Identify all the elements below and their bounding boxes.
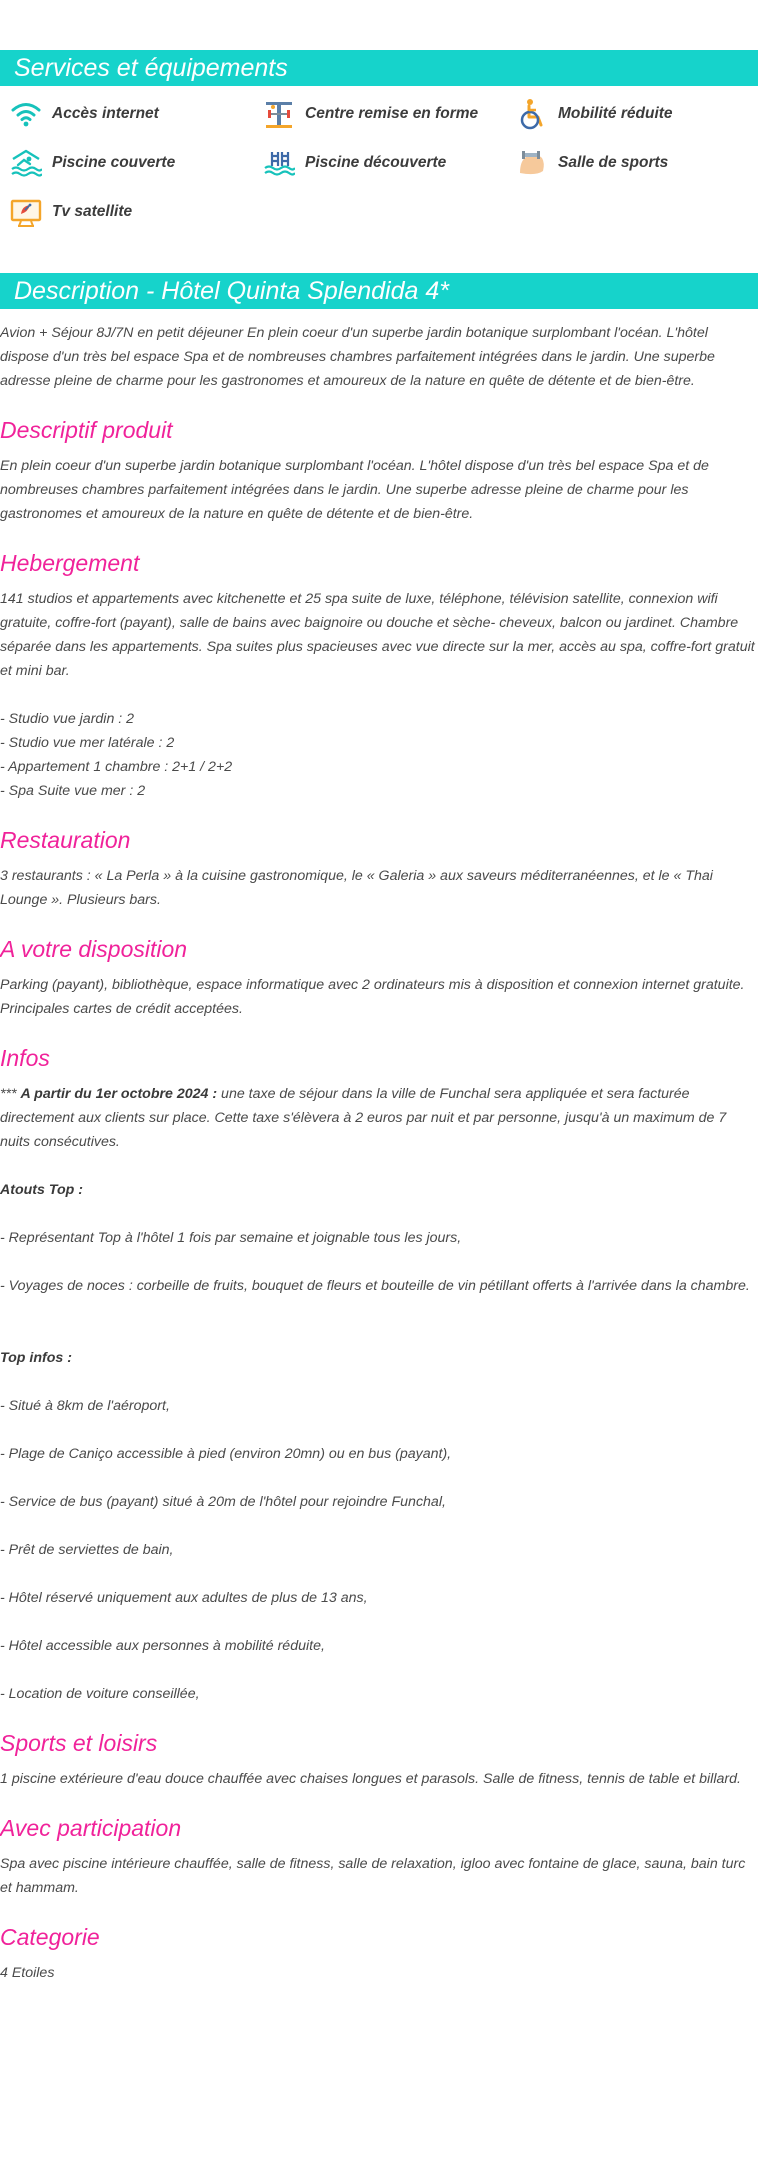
section-title: Hebergement	[0, 550, 140, 576]
tax-notice: *** A partir du 1er octobre 2024 : une taxe de séjour dans la ville de Funchal sera appliquée et sera facturée directement aux clients sur place. Cette taxe s'élèvera à 2 euros par nuit et par personne, jusqu'à un maximum de 7 nuits consécutives.	[0, 1086, 727, 1150]
list-item: - Prêt de serviettes de bain,	[0, 1542, 174, 1558]
services-header: Services et équipements	[0, 50, 758, 86]
section-text: 4 Etoiles	[0, 1965, 55, 1981]
wifi-icon	[10, 98, 42, 130]
service-item: Accès internet	[10, 96, 263, 131]
gym-icon	[516, 147, 548, 179]
section-title: A votre disposition	[0, 936, 188, 962]
section-text: Parking (payant), bibliothèque, espace informatique avec 2 ordinateurs mis à disposition et connexion internet gratuite. Principales cartes de crédit acceptées.	[0, 977, 745, 1017]
sports-section	[0, 1730, 758, 1791]
description-intro: Avion + Séjour 8J/7N en petit déjeuner En plein coeur d'un superbe jardin botanique surplombant l'océan. L'hôtel dispose d'un très bel espace Spa et de nombreuses chambres parfaitement intégrées dans le jardin. Une superbe adresse pleine de charme pour les gastronomes et amoureux de la nature en quête de détente et de bien-être.	[0, 325, 715, 389]
list-item: - Spa Suite vue mer : 2	[0, 783, 146, 799]
section-text: 141 studios et appartements avec kitchenette et 25 spa suite de luxe, téléphone, télévision satellite, connexion wifi gratuite, coffre-fort (payant), salle de bains avec baignoire ou douche et sèche- cheveux, balcon ou jardinet. Chambre séparée dans les appartements. Spa suites plus spacieuses avec vue directe sur la mer, accès au spa, coffre-fort gratuit et mini bar.	[0, 591, 755, 679]
list-item: - Studio vue jardin : 2	[0, 711, 135, 727]
list-item: - Hôtel accessible aux personnes à mobilité réduite,	[0, 1638, 325, 1654]
list-item: - Location de voiture conseillée,	[0, 1686, 200, 1702]
hebergement-section	[0, 550, 758, 803]
restauration-section	[0, 827, 758, 912]
service-item: Centre remise en forme	[263, 96, 516, 131]
section-title: Infos	[0, 1045, 50, 1071]
services-grid	[0, 86, 758, 229]
list-item: - Voyages de noces : corbeille de fruits, bouquet de fleurs et bouteille de vin pétillant offerts à l'arrivée dans la chambre.	[0, 1278, 750, 1294]
participation-section	[0, 1815, 758, 1900]
service-item: Piscine couverte	[10, 145, 263, 180]
section-title: Descriptif produit	[0, 417, 173, 443]
fitness-center-icon	[263, 98, 295, 130]
section-text: Spa avec piscine intérieure chauffée, salle de fitness, salle de relaxation, igloo avec fontaine de glace, sauna, bain turc et hammam.	[0, 1856, 746, 1896]
list-item: - Représentant Top à l'hôtel 1 fois par semaine et joignable tous les jours,	[0, 1230, 462, 1246]
section-title: Avec participation	[0, 1815, 182, 1841]
service-item: Mobilité réduite	[516, 96, 758, 131]
section-title: Categorie	[0, 1924, 100, 1950]
list-item: - Situé à 8km de l'aéroport,	[0, 1398, 170, 1414]
section-text: 3 restaurants : « La Perla » à la cuisine gastronomique, le « Galeria » aux saveurs méditerranéennes, et le « Thai Lounge ». Plusieurs bars.	[0, 868, 713, 908]
descriptif-section	[0, 417, 758, 526]
list-item: - Studio vue mer latérale : 2	[0, 735, 175, 751]
section-title: Sports et loisirs	[0, 1730, 158, 1756]
section-title: Restauration	[0, 827, 131, 853]
description-header: Description - Hôtel Quinta Splendida 4*	[0, 273, 758, 309]
categorie-section	[0, 1924, 758, 1985]
section-text: 1 piscine extérieure d'eau douce chauffée avec chaises longues et parasols. Salle de fitness, tennis de table et billard.	[0, 1771, 741, 1787]
service-item: Piscine découverte	[263, 145, 516, 180]
list-item: - Plage de Caniço accessible à pied (environ 20mn) ou en bus (payant),	[0, 1446, 452, 1462]
section-text: En plein coeur d'un superbe jardin botanique surplombant l'océan. L'hôtel dispose d'un très bel espace Spa et de nombreuses chambres parfaitement intégrées dans le jardin. Une superbe adresse pleine de charme pour les gastronomes et amoureux de la nature en quête de détente et de bien-être.	[0, 458, 709, 522]
page	[0, 50, 758, 1985]
list-item: - Appartement 1 chambre : 2+1 / 2+2	[0, 759, 233, 775]
description-intro-block	[0, 321, 758, 393]
list-item: - Hôtel réservé uniquement aux adultes de plus de 13 ans,	[0, 1590, 368, 1606]
disposition-section	[0, 936, 758, 1021]
wheelchair-icon	[516, 98, 548, 130]
service-item: Tv satellite	[10, 194, 263, 229]
service-item: Salle de sports	[516, 145, 758, 180]
outdoor-pool-icon	[263, 147, 295, 179]
indoor-pool-icon	[10, 147, 42, 179]
atouts-title: Atouts Top :	[0, 1182, 83, 1198]
list-item: - Service de bus (payant) situé à 20m de l'hôtel pour rejoindre Funchal,	[0, 1494, 446, 1510]
infos-section	[0, 1045, 758, 1706]
satellite-tv-icon	[10, 196, 42, 228]
top-infos-title: Top infos :	[0, 1350, 72, 1366]
